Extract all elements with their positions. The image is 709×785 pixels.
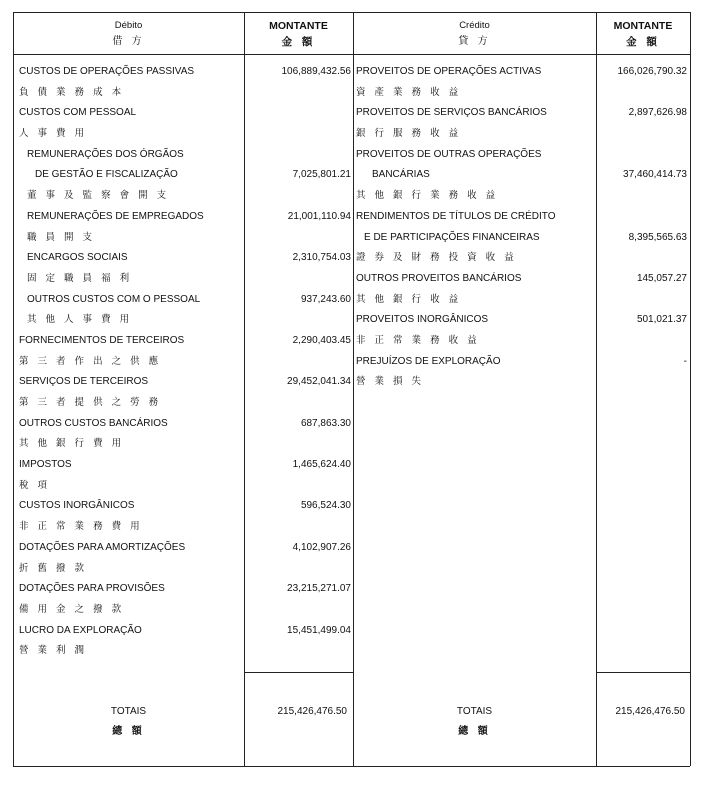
entry-text: 非 正 常 業 務 收 益 bbox=[356, 334, 480, 346]
debit-entries bbox=[19, 62, 349, 662]
entry-amount: - bbox=[683, 355, 687, 367]
entry-label-zh bbox=[356, 331, 686, 352]
totals-divider bbox=[596, 672, 690, 673]
entry-amount: 4,102,907.26 bbox=[292, 541, 351, 553]
entry-label-zh bbox=[19, 476, 349, 497]
entry-label bbox=[356, 103, 686, 124]
entry-label bbox=[19, 579, 349, 600]
entry-text: 備 用 金 之 撥 款 bbox=[19, 603, 125, 615]
entry-label-zh bbox=[356, 248, 686, 269]
entry-amount: 937,243.60 bbox=[300, 293, 351, 305]
column-divider bbox=[353, 12, 354, 766]
entry-text: OUTROS CUSTOS COM O PESSOAL bbox=[27, 293, 201, 305]
entry-text: 其 他 銀 行 費 用 bbox=[19, 438, 125, 450]
entry-label bbox=[356, 269, 686, 290]
entry-label bbox=[19, 455, 349, 476]
entry-text: 第 三 者 提 供 之 勞 務 bbox=[19, 397, 162, 408]
entry-label bbox=[19, 207, 349, 228]
entry-text: PROVEITOS DE OPERAÇÕES ACTIVAS bbox=[356, 66, 542, 77]
entry-text: PROVEITOS INORGÂNICOS bbox=[356, 314, 489, 326]
entry-text: DOTAÇÕES PARA PROVISÕES bbox=[19, 583, 165, 595]
entry-label bbox=[356, 310, 686, 331]
header-divider bbox=[13, 54, 690, 55]
credit-header bbox=[353, 18, 596, 50]
entry-text: 負 債 業 務 成 本 bbox=[19, 86, 125, 98]
entry-label bbox=[356, 145, 686, 166]
entry-text: ENCARGOS SOCIAIS bbox=[27, 252, 128, 264]
entry-label-zh bbox=[356, 372, 686, 393]
amount-header-pt: MONTANTE bbox=[613, 20, 673, 32]
entry-amount: 596,524.30 bbox=[300, 500, 351, 512]
entry-amount: 145,057.27 bbox=[636, 272, 687, 284]
entry-text: 第 三 者 作 出 之 供 應 bbox=[19, 355, 162, 367]
entry-amount: 501,021.37 bbox=[636, 314, 687, 326]
entry-label-zh bbox=[19, 600, 349, 621]
entry-text: CUSTOS INORGÂNICOS bbox=[19, 500, 135, 512]
entry-amount: 8,395,565.63 bbox=[628, 231, 687, 243]
entry-text: 董 事 及 監 察 會 開 支 bbox=[27, 190, 170, 202]
entry-amount: 15,451,499.04 bbox=[287, 624, 351, 636]
table-border-bottom bbox=[13, 766, 690, 767]
entry-amount: 106,889,432.56 bbox=[281, 66, 351, 77]
entry-label-zh bbox=[356, 124, 686, 145]
entry-text: 營 業 利 潤 bbox=[19, 645, 88, 657]
entry-text: REMUNERAÇÕES DOS ÓRGÃOS bbox=[27, 148, 184, 160]
entry-label-zh bbox=[19, 517, 349, 538]
entry-text: 稅 項 bbox=[19, 479, 51, 491]
totals-label-pt: TOTAIS bbox=[456, 706, 493, 717]
entry-amount: 687,863.30 bbox=[300, 417, 351, 429]
entry-label bbox=[19, 165, 349, 186]
entry-amount: 23,215,271.07 bbox=[287, 583, 351, 595]
amount-header-zh: 金 額 bbox=[626, 36, 660, 48]
entry-text: 折 舊 撥 款 bbox=[19, 562, 88, 574]
entry-label bbox=[356, 207, 686, 228]
entry-amount: 7,025,801.21 bbox=[292, 169, 351, 181]
entry-label-zh bbox=[19, 559, 349, 580]
entry-text: SERVIÇOS DE TERCEIROS bbox=[19, 376, 149, 388]
entry-text: FORNECIMENTOS DE TERCEIROS bbox=[19, 334, 185, 346]
entry-label-zh bbox=[19, 434, 349, 455]
entry-label-zh bbox=[19, 269, 349, 290]
entry-label bbox=[19, 62, 349, 83]
entry-text: RENDIMENTOS DE TÍTULOS DE CRÉDITO bbox=[356, 210, 556, 222]
entry-amount: 21,001,110.94 bbox=[287, 210, 351, 222]
entry-text: CUSTOS COM PESSOAL bbox=[19, 107, 137, 119]
debit-header bbox=[13, 18, 244, 50]
entry-label bbox=[356, 165, 686, 186]
entry-label-zh bbox=[19, 124, 349, 145]
amount-header-zh: 金 額 bbox=[281, 36, 316, 48]
entry-text: 非 正 常 業 務 費 用 bbox=[19, 521, 143, 533]
credit-totals-label bbox=[353, 702, 596, 742]
entry-label-zh bbox=[19, 352, 349, 373]
entry-amount: 166,026,790.32 bbox=[617, 66, 687, 77]
entry-amount: 37,460,414.73 bbox=[623, 169, 687, 181]
entry-text: PROVEITOS DE SERVIÇOS BANCÁRIOS bbox=[356, 107, 547, 119]
entry-label-zh bbox=[356, 186, 686, 207]
debit-total-amount: 215,426,476.50 bbox=[277, 706, 347, 717]
entry-amount: 2,310,754.03 bbox=[292, 252, 351, 264]
entry-text: BANCÁRIAS bbox=[372, 169, 430, 181]
entry-text: CUSTOS DE OPERAÇÕES PASSIVAS bbox=[19, 66, 195, 77]
entry-text: 資 產 業 務 收 益 bbox=[356, 86, 462, 98]
debit-amount-header bbox=[244, 18, 353, 50]
amount-header-pt: MONTANTE bbox=[269, 20, 328, 32]
entry-label bbox=[19, 538, 349, 559]
entry-text: PREJUÍZOS DE EXPLORAÇÃO bbox=[356, 355, 501, 367]
entry-amount: 29,452,041.34 bbox=[287, 376, 351, 388]
entry-text: DE GESTÃO E FISCALIZAÇÃO bbox=[35, 169, 178, 181]
entry-text: PROVEITOS DE OUTRAS OPERAÇÕES bbox=[356, 148, 542, 160]
entry-text: 其 他 人 事 費 用 bbox=[27, 314, 133, 326]
entry-label bbox=[356, 352, 686, 373]
entry-amount: 1,465,624.40 bbox=[292, 459, 351, 471]
totals-label-pt: TOTAIS bbox=[110, 706, 147, 717]
entry-label bbox=[356, 228, 686, 249]
table-border-top bbox=[13, 12, 690, 13]
entry-text: E DE PARTICIPAÇÕES FINANCEIRAS bbox=[364, 231, 540, 243]
table-border-right bbox=[690, 12, 691, 766]
entry-label-zh bbox=[356, 83, 686, 104]
entry-label bbox=[19, 621, 349, 642]
totals-divider bbox=[244, 672, 353, 673]
entry-label bbox=[19, 331, 349, 352]
credit-amount-header bbox=[596, 18, 690, 50]
entry-label bbox=[19, 496, 349, 517]
totals-label-zh: 總 額 bbox=[458, 726, 491, 737]
entry-text: 銀 行 服 務 收 益 bbox=[356, 128, 462, 140]
entry-amount: 2,897,626.98 bbox=[628, 107, 687, 119]
entry-text: OUTROS PROVEITOS BANCÁRIOS bbox=[356, 272, 522, 284]
entry-amount: 2,290,403.45 bbox=[292, 334, 351, 346]
entry-text: OUTROS CUSTOS BANCÁRIOS bbox=[19, 417, 168, 429]
table-border-left bbox=[13, 12, 14, 766]
entry-label bbox=[19, 414, 349, 435]
entry-text: LUCRO DA EXPLORAÇÃO bbox=[19, 624, 142, 636]
entry-label-zh bbox=[19, 83, 349, 104]
debit-header-zh: 借 方 bbox=[112, 36, 145, 47]
entry-text: 營 業 損 失 bbox=[356, 376, 425, 388]
entry-label bbox=[19, 290, 349, 311]
debit-totals-label bbox=[13, 702, 244, 742]
entry-label bbox=[19, 248, 349, 269]
profit-loss-table bbox=[13, 12, 690, 766]
credit-header-pt: Crédito bbox=[459, 20, 490, 31]
entry-label bbox=[356, 62, 686, 83]
entry-text: 其 他 銀 行 業 務 收 益 bbox=[356, 190, 499, 202]
entry-text: DOTAÇÕES PARA AMORTIZAÇÕES bbox=[19, 541, 186, 553]
credit-entries bbox=[356, 62, 686, 393]
entry-label bbox=[19, 103, 349, 124]
entry-label bbox=[19, 145, 349, 166]
entry-text: 固 定 職 員 福 利 bbox=[27, 272, 133, 284]
entry-text: 其 他 銀 行 收 益 bbox=[356, 293, 462, 305]
entry-label-zh bbox=[19, 393, 349, 414]
totals-label-zh: 總 額 bbox=[112, 726, 145, 737]
entry-label-zh bbox=[19, 228, 349, 249]
entry-label-zh bbox=[19, 310, 349, 331]
debit-header-pt: Débito bbox=[114, 20, 143, 31]
entry-label-zh bbox=[19, 186, 349, 207]
entry-label bbox=[19, 372, 349, 393]
entry-label-zh bbox=[356, 290, 686, 311]
entry-label-zh bbox=[19, 641, 349, 662]
credit-total-amount: 215,426,476.50 bbox=[615, 706, 685, 717]
entry-text: IMPOSTOS bbox=[19, 459, 72, 471]
entry-text: 證 券 及 財 務 投 資 收 益 bbox=[356, 252, 517, 264]
entry-text: 人 事 費 用 bbox=[19, 128, 88, 140]
entry-text: 職 員 開 支 bbox=[27, 231, 96, 243]
entry-text: REMUNERAÇÕES DE EMPREGADOS bbox=[27, 210, 204, 222]
credit-header-zh: 貸 方 bbox=[458, 36, 491, 47]
